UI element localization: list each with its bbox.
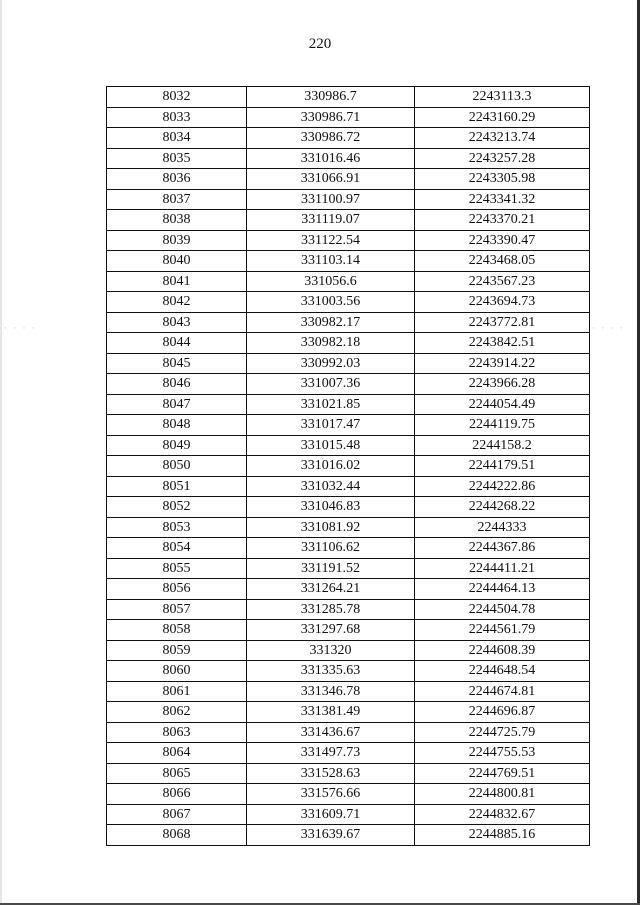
table-row xyxy=(107,702,590,723)
table-row xyxy=(107,476,590,497)
y-coordinate-cell: 2244725.79 xyxy=(415,722,590,743)
point-number-cell: 8049 xyxy=(107,435,247,456)
x-coordinate-cell: 331046.83 xyxy=(247,497,415,518)
x-coordinate-cell: 330982.17 xyxy=(247,312,415,333)
y-coordinate-cell: 2244769.51 xyxy=(415,763,590,784)
x-coordinate-cell: 331346.78 xyxy=(247,681,415,702)
point-number-cell: 8047 xyxy=(107,394,247,415)
table-row xyxy=(107,353,590,374)
point-number-cell: 8034 xyxy=(107,128,247,149)
y-coordinate-cell: 2244674.81 xyxy=(415,681,590,702)
x-coordinate-cell: 330986.7 xyxy=(247,87,415,108)
table-row xyxy=(107,804,590,825)
x-coordinate-cell: 331285.78 xyxy=(247,599,415,620)
y-coordinate-cell: 2244608.39 xyxy=(415,640,590,661)
point-number-cell: 8040 xyxy=(107,251,247,272)
table-row xyxy=(107,558,590,579)
y-coordinate-cell: 2244054.49 xyxy=(415,394,590,415)
point-number-cell: 8059 xyxy=(107,640,247,661)
x-coordinate-cell: 331119.07 xyxy=(247,210,415,231)
point-number-cell: 8051 xyxy=(107,476,247,497)
coordinates-table-body xyxy=(107,87,590,846)
x-coordinate-cell: 331191.52 xyxy=(247,558,415,579)
table-row xyxy=(107,148,590,169)
point-number-cell: 8045 xyxy=(107,353,247,374)
table-row xyxy=(107,456,590,477)
table-row xyxy=(107,210,590,231)
x-coordinate-cell: 331015.48 xyxy=(247,435,415,456)
x-coordinate-cell: 331609.71 xyxy=(247,804,415,825)
x-coordinate-cell: 331081.92 xyxy=(247,517,415,538)
table-row xyxy=(107,415,590,436)
table-row xyxy=(107,640,590,661)
table-row xyxy=(107,107,590,128)
point-number-cell: 8032 xyxy=(107,87,247,108)
y-coordinate-cell: 2243390.47 xyxy=(415,230,590,251)
table-row xyxy=(107,230,590,251)
point-number-cell: 8056 xyxy=(107,579,247,600)
point-number-cell: 8057 xyxy=(107,599,247,620)
x-coordinate-cell: 331016.46 xyxy=(247,148,415,169)
point-number-cell: 8033 xyxy=(107,107,247,128)
page-number: 220 xyxy=(308,36,332,52)
table-row xyxy=(107,169,590,190)
x-coordinate-cell: 330986.71 xyxy=(247,107,415,128)
y-coordinate-cell: 2244885.16 xyxy=(415,825,590,846)
scan-artifact-left: · · · · xyxy=(4,323,37,333)
x-coordinate-cell: 331100.97 xyxy=(247,189,415,210)
point-number-cell: 8064 xyxy=(107,743,247,764)
table-row xyxy=(107,681,590,702)
point-number-cell: 8052 xyxy=(107,497,247,518)
y-coordinate-cell: 2243694.73 xyxy=(415,292,590,313)
y-coordinate-cell: 2243113.3 xyxy=(415,87,590,108)
point-number-cell: 8063 xyxy=(107,722,247,743)
table-row xyxy=(107,312,590,333)
table-row xyxy=(107,333,590,354)
y-coordinate-cell: 2244464.13 xyxy=(415,579,590,600)
y-coordinate-cell: 2244222.86 xyxy=(415,476,590,497)
y-coordinate-cell: 2243370.21 xyxy=(415,210,590,231)
table-row xyxy=(107,271,590,292)
table-row xyxy=(107,825,590,846)
y-coordinate-cell: 2244268.22 xyxy=(415,497,590,518)
y-coordinate-cell: 2244179.51 xyxy=(415,456,590,477)
y-coordinate-cell: 2244755.53 xyxy=(415,743,590,764)
x-coordinate-cell: 331007.36 xyxy=(247,374,415,395)
point-number-cell: 8054 xyxy=(107,538,247,559)
scan-artifact-right: · · · · xyxy=(592,323,625,333)
point-number-cell: 8035 xyxy=(107,148,247,169)
y-coordinate-cell: 2243567.23 xyxy=(415,271,590,292)
table-row xyxy=(107,743,590,764)
x-coordinate-cell: 330992.03 xyxy=(247,353,415,374)
point-number-cell: 8060 xyxy=(107,661,247,682)
point-number-cell: 8065 xyxy=(107,763,247,784)
point-number-cell: 8046 xyxy=(107,374,247,395)
x-coordinate-cell: 331497.73 xyxy=(247,743,415,764)
y-coordinate-cell: 2244561.79 xyxy=(415,620,590,641)
y-coordinate-cell: 2244367.86 xyxy=(415,538,590,559)
x-coordinate-cell: 331335.63 xyxy=(247,661,415,682)
table-row xyxy=(107,87,590,108)
table-row xyxy=(107,497,590,518)
table-row xyxy=(107,538,590,559)
y-coordinate-cell: 2244648.54 xyxy=(415,661,590,682)
table-row xyxy=(107,784,590,805)
point-number-cell: 8067 xyxy=(107,804,247,825)
point-number-cell: 8062 xyxy=(107,702,247,723)
x-coordinate-cell: 331436.67 xyxy=(247,722,415,743)
y-coordinate-cell: 2243305.98 xyxy=(415,169,590,190)
y-coordinate-cell: 2244696.87 xyxy=(415,702,590,723)
point-number-cell: 8048 xyxy=(107,415,247,436)
x-coordinate-cell: 331056.6 xyxy=(247,271,415,292)
scan-left-edge xyxy=(0,0,2,905)
x-coordinate-cell: 331021.85 xyxy=(247,394,415,415)
table-row xyxy=(107,722,590,743)
point-number-cell: 8036 xyxy=(107,169,247,190)
point-number-cell: 8038 xyxy=(107,210,247,231)
table-row xyxy=(107,292,590,313)
x-coordinate-cell: 331016.02 xyxy=(247,456,415,477)
point-number-cell: 8041 xyxy=(107,271,247,292)
point-number-cell: 8066 xyxy=(107,784,247,805)
point-number-cell: 8039 xyxy=(107,230,247,251)
x-coordinate-cell: 331017.47 xyxy=(247,415,415,436)
y-coordinate-cell: 2243966.28 xyxy=(415,374,590,395)
x-coordinate-cell: 331103.14 xyxy=(247,251,415,272)
y-coordinate-cell: 2243914.22 xyxy=(415,353,590,374)
table-row xyxy=(107,251,590,272)
x-coordinate-cell: 331381.49 xyxy=(247,702,415,723)
table-row xyxy=(107,128,590,149)
x-coordinate-cell: 331576.66 xyxy=(247,784,415,805)
x-coordinate-cell: 331122.54 xyxy=(247,230,415,251)
table-row xyxy=(107,189,590,210)
x-coordinate-cell: 331320 xyxy=(247,640,415,661)
point-number-cell: 8037 xyxy=(107,189,247,210)
table-row xyxy=(107,394,590,415)
y-coordinate-cell: 2243772.81 xyxy=(415,312,590,333)
point-number-cell: 8061 xyxy=(107,681,247,702)
y-coordinate-cell: 2243160.29 xyxy=(415,107,590,128)
y-coordinate-cell: 2244158.2 xyxy=(415,435,590,456)
x-coordinate-cell: 331639.67 xyxy=(247,825,415,846)
x-coordinate-cell: 331264.21 xyxy=(247,579,415,600)
x-coordinate-cell: 331528.63 xyxy=(247,763,415,784)
point-number-cell: 8055 xyxy=(107,558,247,579)
point-number-cell: 8068 xyxy=(107,825,247,846)
x-coordinate-cell: 331106.62 xyxy=(247,538,415,559)
x-coordinate-cell: 331297.68 xyxy=(247,620,415,641)
x-coordinate-cell: 331032.44 xyxy=(247,476,415,497)
y-coordinate-cell: 2243468.05 xyxy=(415,251,590,272)
y-coordinate-cell: 2244411.21 xyxy=(415,558,590,579)
table-row xyxy=(107,661,590,682)
x-coordinate-cell: 331066.91 xyxy=(247,169,415,190)
table-row xyxy=(107,435,590,456)
table-row xyxy=(107,517,590,538)
point-number-cell: 8058 xyxy=(107,620,247,641)
y-coordinate-cell: 2243842.51 xyxy=(415,333,590,354)
table-row xyxy=(107,374,590,395)
x-coordinate-cell: 330986.72 xyxy=(247,128,415,149)
table-row xyxy=(107,763,590,784)
y-coordinate-cell: 2244832.67 xyxy=(415,804,590,825)
y-coordinate-cell: 2243341.32 xyxy=(415,189,590,210)
point-number-cell: 8044 xyxy=(107,333,247,354)
coordinates-table xyxy=(106,86,590,846)
y-coordinate-cell: 2244333 xyxy=(415,517,590,538)
y-coordinate-cell: 2243257.28 xyxy=(415,148,590,169)
y-coordinate-cell: 2244800.81 xyxy=(415,784,590,805)
x-coordinate-cell: 331003.56 xyxy=(247,292,415,313)
point-number-cell: 8042 xyxy=(107,292,247,313)
point-number-cell: 8053 xyxy=(107,517,247,538)
y-coordinate-cell: 2243213.74 xyxy=(415,128,590,149)
y-coordinate-cell: 2244119.75 xyxy=(415,415,590,436)
table-row xyxy=(107,599,590,620)
point-number-cell: 8043 xyxy=(107,312,247,333)
y-coordinate-cell: 2244504.78 xyxy=(415,599,590,620)
table-row xyxy=(107,620,590,641)
x-coordinate-cell: 330982.18 xyxy=(247,333,415,354)
table-row xyxy=(107,579,590,600)
point-number-cell: 8050 xyxy=(107,456,247,477)
